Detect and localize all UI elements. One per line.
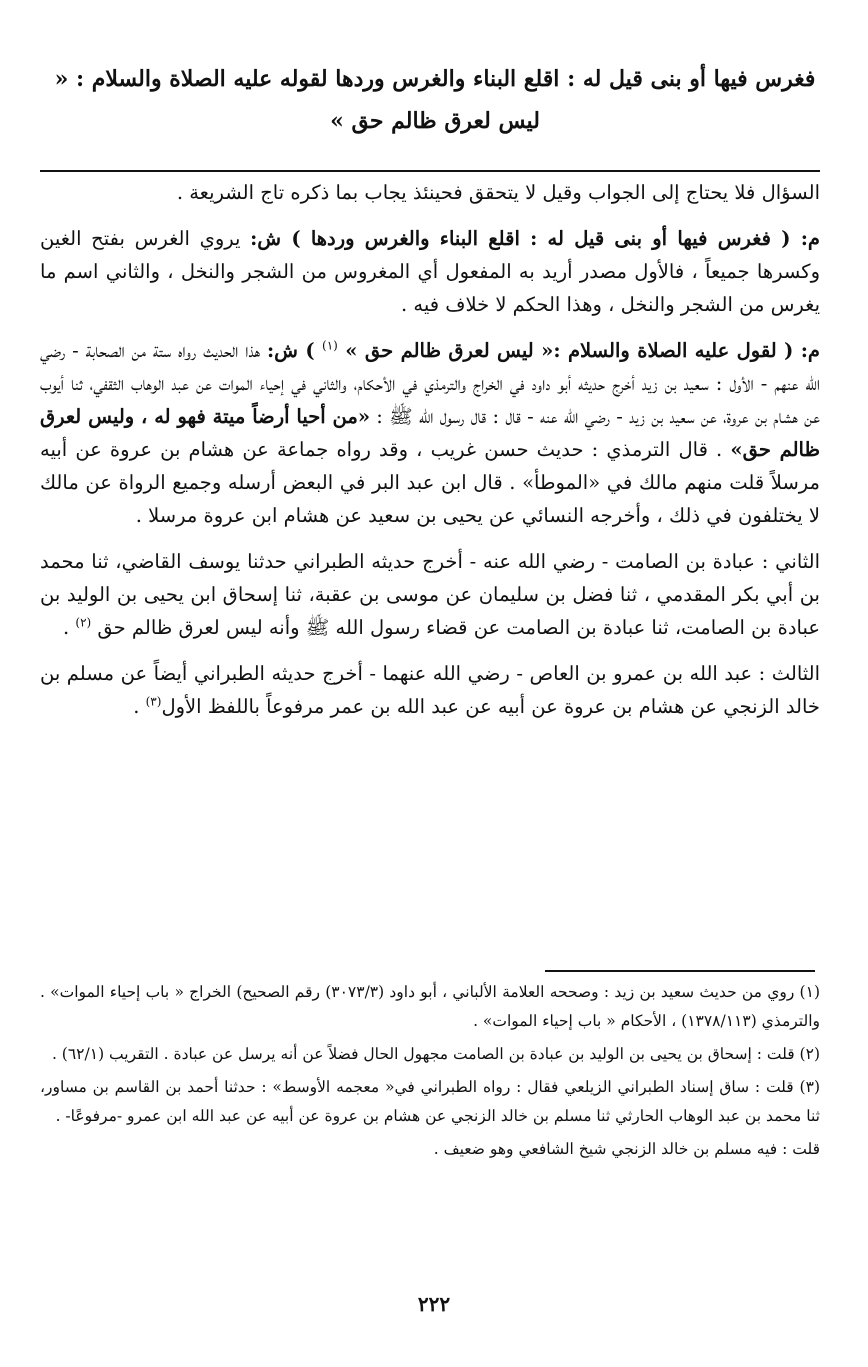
paragraph-2-text: يروي الغرس بفتح الغين وكسرها جميعاً ، فالأول مصدر أريد به المفعول أي المغروس من الشجر والنخل ، والثاني اسم ما يغرس من الشجر والنخل ، وهذا الحكم لا خلاف فيه . xyxy=(40,227,820,316)
paragraph-3-text-2: . قال الترمذي : حديث حسن غريب ، وقد رواه جماعة عن هشام بن عروة عن أبيه مرسلاً قلت منهم مالك في «الموطأ» . قال ابن عبد البر في البعض أرسله وجميع الرواة عن مالك لا يختلفون في ذلك ، وأخرجه النسائي عن يحيى بن سعيد عن هشام ابن عروة مرسلا . xyxy=(40,438,820,527)
header-text: فغرس فيها أو بنى قيل له : اقلع البناء والغرس وردها لقوله عليه الصلاة والسلام : « ليس لعرق ظالم حق » xyxy=(54,66,816,134)
header-divider xyxy=(40,170,820,172)
paragraph-1-text: السؤال فلا يحتاج إلى الجواب وقيل لا يتحقق فحينئذ يجاب بما ذكره تاج الشريعة . xyxy=(176,181,820,204)
paragraph-4 xyxy=(40,545,820,644)
footnote-ref-1[interactable]: (١) xyxy=(322,338,338,353)
footnote-2-text: (٢) قلت : إسحاق بن يحيى بن الوليد بن عبادة بن الصامت مجهول الحال فضلاً عن أنه يرسل عن عبادة . التقريب (٦٢/١) . xyxy=(51,1045,820,1063)
paragraph-4-end: . xyxy=(62,616,76,639)
footnote-ref-2[interactable]: (٢) xyxy=(75,615,92,630)
paragraph-3-lead: م: ( لقول عليه الصلاة والسلام :« ليس لعرق ظالم حق » xyxy=(337,339,820,362)
footnote-2 xyxy=(40,1040,820,1069)
footnote-3-text: (٣) قلت : ساق إسناد الطبراني الزيلعي فقال : رواه الطبراني في« معجمه الأوسط» : حدثنا أحمد بن القاسم بن مساور، ثنا محمد بن عبد الوهاب الحارثي ثنا مسلم بن خالد الزنجي عن هشام بن عروة عن أبيه عن عبد الله ابن عمرو -مرفوعًا- . xyxy=(40,1078,820,1125)
footnote-3 xyxy=(40,1073,820,1131)
footnote-1-text: (١) روي من حديث سعيد بن زيد : وصححه العلامة الألباني ، أبو داود (٣٠٧٣/٣) رقم الصحيح) الخراج « باب إحياء الموات» . والترمذي (١٣٧٨/١١٣) ، الأحكام « باب إحياء الموات» . xyxy=(40,983,821,1030)
footnotes xyxy=(40,978,820,1168)
paragraph-3-quote: «من أحيا أرضاً ميتة فهو له ، وليس لعرق ظالم حق» xyxy=(40,405,820,461)
paragraph-4-text: الثاني : عبادة بن الصامت - رضي الله عنه - أخرج حديثه الطبراني حدثنا يوسف القاضي، ثنا محمد بن أبي بكر المقدمي ، ثنا فضل بن سليمان عن موسى بن عقبة، ثنا إسحاق ابن يحيى بن الوليد بن عبادة بن الصامت، ثنا عبادة بن الصامت عن قضاء رسول الله ﷺ وأنه ليس لعرق ظالم حق xyxy=(40,550,820,639)
footnote-ref-3[interactable]: (٣) xyxy=(145,694,162,709)
footnote-3-note-text: قلت : فيه مسلم بن خالد الزنجي شيخ الشافعي وهو ضعيف . xyxy=(433,1140,820,1158)
page-number: ٢٢٢ xyxy=(417,1292,451,1316)
footnote-divider xyxy=(545,970,815,972)
paragraph-2-lead: م: ( فغرس فيها أو بنى قيل له : اقلع البناء والغرس وردها ) ش: xyxy=(250,227,820,250)
footnote-3-note xyxy=(40,1135,820,1164)
page-header-matn xyxy=(40,58,830,142)
paragraph-5-end: . xyxy=(133,695,146,718)
paragraph-3-lead-2: ) ش: xyxy=(266,339,323,362)
paragraph-3 xyxy=(40,334,820,532)
paragraph-2 xyxy=(40,222,820,321)
paragraph-5-text: الثالث : عبد الله بن عمرو بن العاص - رضي الله عنهما - أخرج حديثه الطبراني أيضاً عن مسلم بن خالد الزنجي عن هشام بن عروة عن أبيه عن عبد الله بن عمر مرفوعاً باللفظ الأول xyxy=(40,662,820,718)
main-commentary xyxy=(40,176,820,736)
paragraph-1 xyxy=(40,176,820,209)
footnote-1 xyxy=(40,978,820,1036)
paragraph-3-text: هذا الحديث رواه ستة من الصحابة - رضي الله عنهم - الأول : سعيد بن زيد أخرج حديثه أبو داود في الخراج والترمذي في الأحكام، والثاني في إحياء الموات عن عبد الوهاب الثقفي، ثنا أيوب عن هشام بن عروة، عن سعيد بن زيد - رضي الله عنه - قال : قال رسول الله ﷺ : xyxy=(40,339,820,428)
paragraph-5 xyxy=(40,657,820,723)
